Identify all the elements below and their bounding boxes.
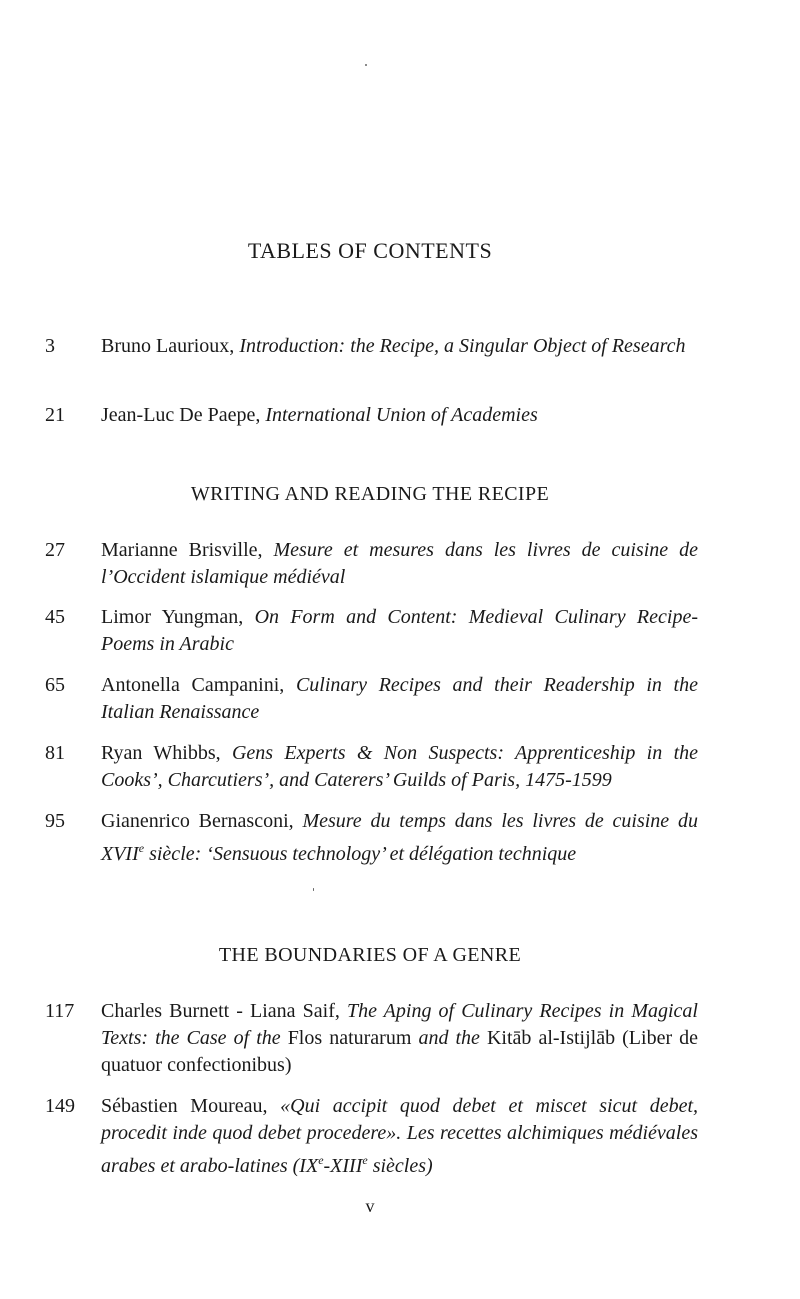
page-number: 65	[45, 674, 65, 696]
entry-author: Limor Yungman,	[101, 606, 244, 628]
entry-author: Bruno Laurioux,	[101, 335, 235, 357]
entry-text	[101, 808, 698, 868]
entry-title: Gens Experts & Non Suspects: Apprenticeship in the Cooks’, Charcutiers’, and Caterers’ Guilds of Paris, 1475-1599	[101, 742, 699, 791]
page-number: 149	[45, 1095, 75, 1117]
entry-text	[101, 998, 698, 1079]
entry-text	[101, 333, 698, 360]
entry-text	[101, 672, 698, 726]
superscript: e	[362, 1153, 368, 1167]
entry-title-part: siècle: ‘Sensuous technology’ et délégation technique	[144, 843, 577, 865]
entry-title: Culinary Recipes and their Readership in the Italian Renaissance	[101, 674, 698, 723]
entry-title-roman: Flos naturarum	[287, 1027, 412, 1049]
page-number: 95	[45, 810, 65, 832]
entry-text	[101, 604, 698, 658]
folio-number: v	[365, 1196, 375, 1216]
page-number: 45	[45, 606, 65, 628]
entry-title-part: siècles)	[367, 1155, 433, 1177]
entry-title: Mesure et mesures dans les livres de cuisine de l’Occident islamique médiéval	[101, 539, 699, 588]
entry-text	[101, 402, 698, 429]
superscript: e	[318, 1153, 324, 1167]
entry-title: Introduction: the Recipe, a Singular Object of Research	[239, 335, 686, 357]
entry-title-roman: Kitāb al-Istijlāb (Liber de quatuor confectionibus)	[101, 1027, 699, 1076]
section-heading: THE BOUNDARIES OF A GENRE	[218, 944, 522, 966]
page-number: 81	[45, 742, 65, 764]
entry-title: International Union of Academies	[265, 404, 538, 426]
superscript: e	[138, 841, 145, 855]
page-number: 27	[45, 539, 65, 561]
entry-title-part: «Qui accipit quod debet et miscet sicut debet, procedit inde quod debet procedere». Les recettes alchimiques médiévales arabes et arabo-latines (IX	[101, 1095, 698, 1177]
entry-text	[101, 537, 698, 591]
entry-title-part: Mesure du temps dans les livres de cuisine du XVII	[101, 810, 698, 865]
entry-text	[101, 1093, 698, 1180]
entry-title: and the	[418, 1027, 480, 1049]
entry-title-part: -XIII	[323, 1155, 363, 1177]
entry-text	[101, 740, 698, 794]
section-heading: WRITING AND READING THE RECIPE	[190, 483, 550, 505]
entry-author: Antonella Campanini,	[101, 674, 285, 696]
page-number: 117	[45, 1000, 75, 1022]
entry-author: Sébastien Moureau,	[101, 1095, 268, 1117]
page-number: 21	[45, 404, 65, 426]
entry-author: Marianne Brisville,	[101, 539, 263, 561]
entry-title: On Form and Content: Medieval Culinary Recipe-Poems in Arabic	[101, 606, 698, 655]
page-title: TABLES OF CONTENTS	[247, 238, 493, 263]
page-number: 3	[45, 335, 55, 357]
entry-author: Gianenrico Bernasconi,	[101, 810, 294, 832]
entry-author: Charles Burnett - Liana Saif,	[101, 1000, 340, 1022]
paper-speck	[365, 64, 367, 66]
entry-author: Ryan Whibbs,	[101, 742, 221, 764]
paper-speck	[313, 888, 314, 891]
entry-title: The Aping of Culinary Recipes in Magical Texts: the Case of the	[101, 1000, 698, 1049]
entry-author: Jean-Luc De Paepe,	[101, 404, 261, 426]
